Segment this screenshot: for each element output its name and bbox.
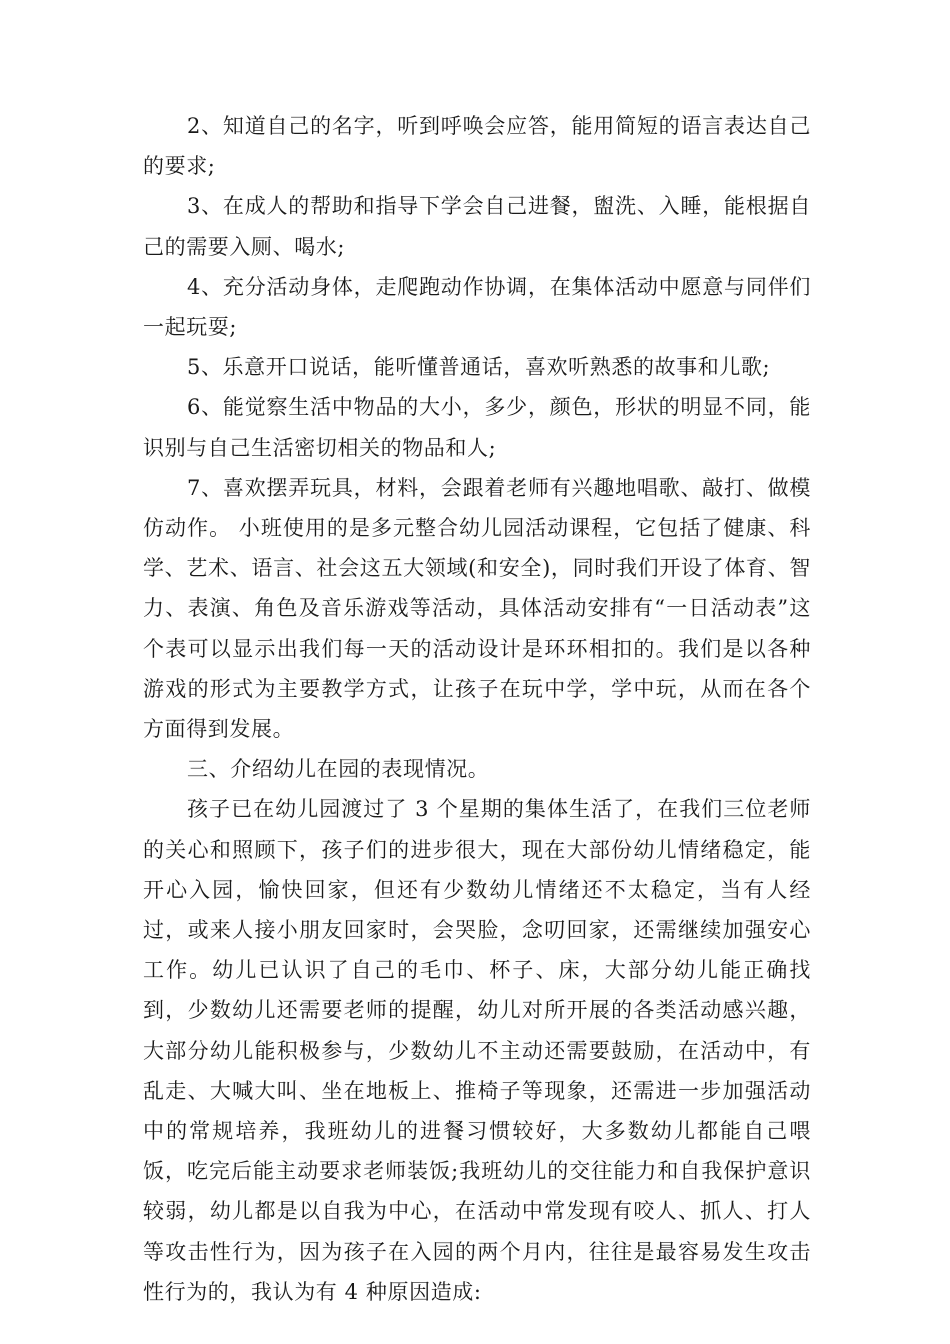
document-body bbox=[143, 106, 811, 1312]
paragraph-performance: 孩子已在幼儿园渡过了 3 个星期的集体生活了，在我们三位老师的关心和照顾下，孩子们的进步很大，现在大部份幼儿情绪稳定，能开心入园，愉快回家，但还有少数幼儿情绪还不太稳定，当有人经过，或来人接小朋友回家时，会哭脸，念叨回家，还需继续加强安心工作。幼儿已认识了自己的毛巾、杯子、床，大部分幼儿能正确找到，少数幼儿还需要老师的提醒，幼儿对所开展的各类活动感兴趣，大部分幼儿能积极参与，少数幼儿不主动还需要鼓励，在活动中，有乱走、大喊大叫、坐在地板上、推椅子等现象，还需进一步加强活动中的常规培养，我班幼儿的进餐习惯较好，大多数幼儿都能自己喂饭，吃完后能主动要求老师装饭;我班幼儿的交往能力和自我保护意识较弱，幼儿都是以自我为中心，在活动中常发现有咬人、抓人、打人等攻击性行为，因为孩子在入园的两个月内，往往是最容易发生攻击性行为的，我认为有 4 种原因造成: bbox=[143, 797, 811, 1304]
section-heading-3: 三、介绍幼儿在园的表现情况。 bbox=[187, 757, 490, 782]
paragraph-goal-6: 6、能觉察生活中物品的大小，多少，颜色，形状的明显不同，能识别与自己生活密切相关的物品和人; bbox=[143, 395, 811, 460]
paragraph-goal-4: 4、充分活动身体，走爬跑动作协调，在集体活动中愿意与同伴们一起玩耍; bbox=[143, 274, 811, 340]
paragraph-goal-2: 2、知道自己的名字，听到呼唤会应答，能用简短的语言表达自己的要求; bbox=[143, 114, 811, 179]
paragraph-goal-3: 3、在成人的帮助和指导下学会自己进餐，盥洗、入睡，能根据自己的需要入厕、喝水; bbox=[143, 194, 811, 259]
paragraph-goal-7: 7、喜欢摆弄玩具，材料，会跟着老师有兴趣地唱歌、敲打、做模仿动作。 小班使用的是多元整合幼儿园活动课程，它包括了健康、科学、艺术、语言、社会这五大领域(和安全)，同时我们开设了体育、智力、表演、角色及音乐游戏等活动，具体活动安排有“一日活动表”这个表可以显示出我们每一天的活动设计是环环相扣的。我们是以各种游戏的形式为主要教学方式，让孩子在玩中学，学中玩，从而在各个方面得到发展。 bbox=[143, 475, 811, 742]
paragraph-goal-5: 5、乐意开口说话，能听懂普通话，喜欢听熟悉的故事和儿歌; bbox=[187, 355, 771, 380]
